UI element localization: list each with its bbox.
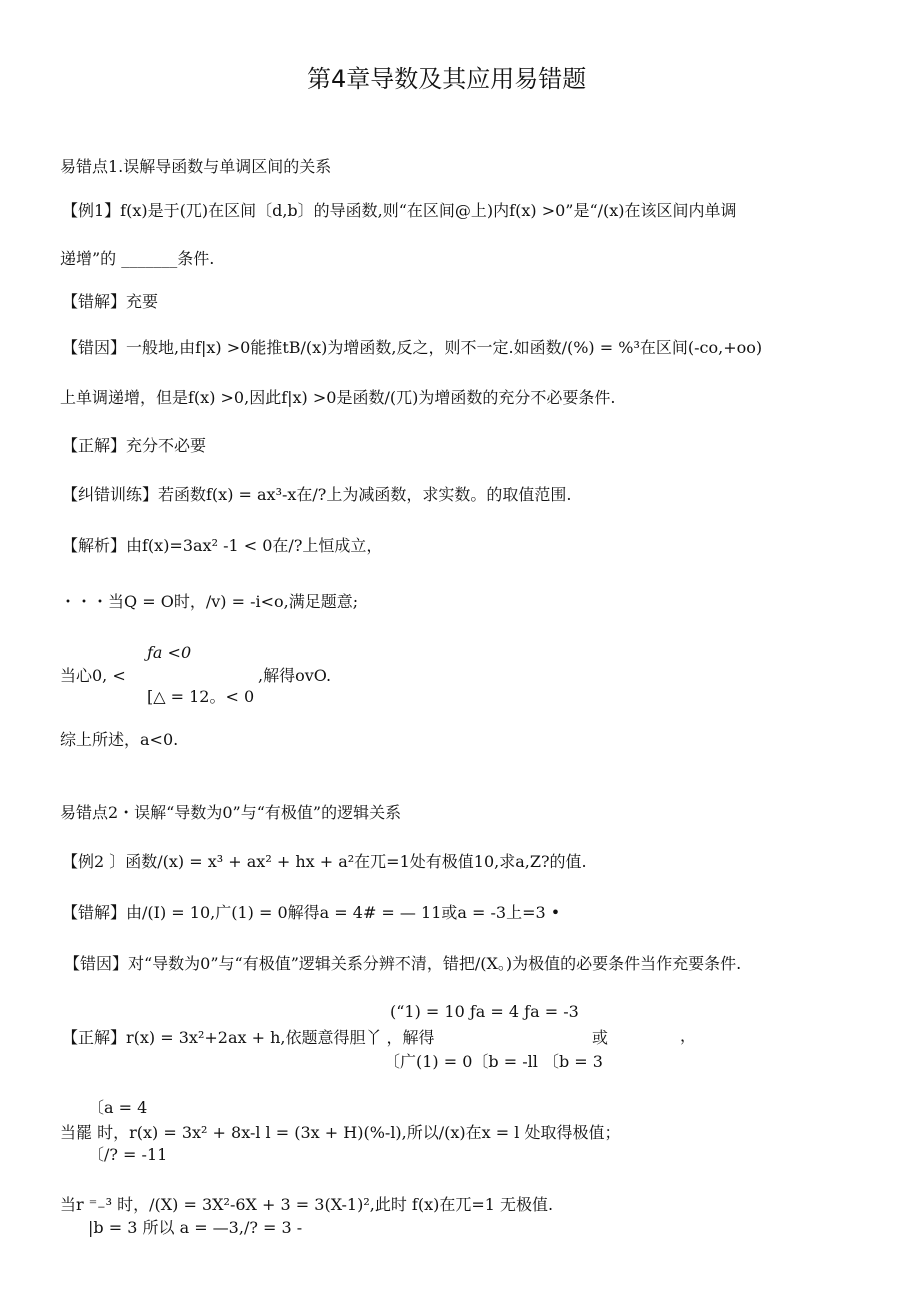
case-system-top: 〔a = 4 xyxy=(88,1098,148,1117)
analysis-1-result: ,解得ovO. xyxy=(258,666,332,685)
section-heading-1: 易错点1.误解导函数与单调区间的关系 xyxy=(60,157,332,176)
training-problem-1: 【纠错训练】若函数f(x) = ax³-x在/?上为减函数，求实数。的取值范围. xyxy=(62,485,572,504)
page-title: 第4章导数及其应用易错题 xyxy=(307,65,587,93)
equation-system-top: (“1) = 10 ƒa = 4 ƒa = -3 xyxy=(390,1002,579,1021)
section-heading-2: 易错点2・误解“导数为0”与“有极值”的逻辑关系 xyxy=(60,803,402,822)
example-1-line-1: 【例1】f(x)是于(兀)在区间〔d,b〕的导函数,则“在区间@上)内f(x) >0”是“/(x)在该区间内单调 xyxy=(62,201,737,220)
error-cause-1-line-1: 【错因】一般地,由f|x) >0能推tB/(x)为增函数,反之，则不一定.如函数/(%) = %³在区间(-co,+oo) xyxy=(62,338,763,357)
trailing-comma: ， xyxy=(680,1026,697,1045)
inequality-system-bottom: [△ = 12。< 0 xyxy=(147,687,255,706)
final-line: |b = 3 所以 a = —3,/? = 3 - xyxy=(88,1218,303,1237)
error-cause-1-line-2: 上单调递增，但是f(x) >0,因此f|x) >0是函数/(兀)为增函数的充分不必要条件. xyxy=(60,388,616,407)
case-2-line: 当r ⁼₋³ 时，/(X) = 3X²-6X + 3 = 3(X-1)²,此时 f(x)在兀=1 无极值. xyxy=(60,1195,554,1214)
error-cause-2: 【错因】对“导数为0”与“有极值”逻辑关系分辨不清，错把/(X。)为极值的必要条件当作充要条件. xyxy=(64,954,742,973)
correct-solution-2: 【正解】r(x) = 3x²+2ax + h,依题意得胆丫 ，解得 xyxy=(62,1028,435,1047)
case-system-bottom: 〔/? = -11 xyxy=(88,1145,168,1164)
example-2: 【例2 〕函数/(x) = x³ + ax² + hx + a²在兀=1处有极值10,求a,Z?的值. xyxy=(62,852,587,871)
inequality-system-top: ƒa <0 xyxy=(147,643,192,662)
equation-system-bottom: 〔广(1) = 0〔b = -ll 〔b = 3 xyxy=(384,1052,603,1071)
or-word: 或 xyxy=(592,1028,609,1047)
analysis-1-case-1: ・・・当Q = O时，/v) = -i<o,满足题意; xyxy=(60,592,359,611)
example-1-line-2: 递增”的 _______条件. xyxy=(60,249,215,268)
summary-1: 综上所述，a<0. xyxy=(60,730,179,749)
case-1-line: 当罷 时，r(x) = 3x² + 8x-l l = (3x + H)(%-l),所以/(x)在x = l 处取得极值； xyxy=(60,1123,621,1142)
analysis-1-case-2: 当心0, < xyxy=(60,666,126,685)
wrong-solution-2: 【错解】由/(I) = 10,广(1) = 0解得a = 4# = — 11或a = -3上=3 • xyxy=(62,903,561,922)
wrong-solution-1: 【错解】充要 xyxy=(62,292,159,311)
correct-solution-1: 【正解】充分不必要 xyxy=(62,436,207,455)
analysis-1: 【解析】由f(x)=3ax² -1 < 0在/?上恒成立， xyxy=(62,536,383,555)
